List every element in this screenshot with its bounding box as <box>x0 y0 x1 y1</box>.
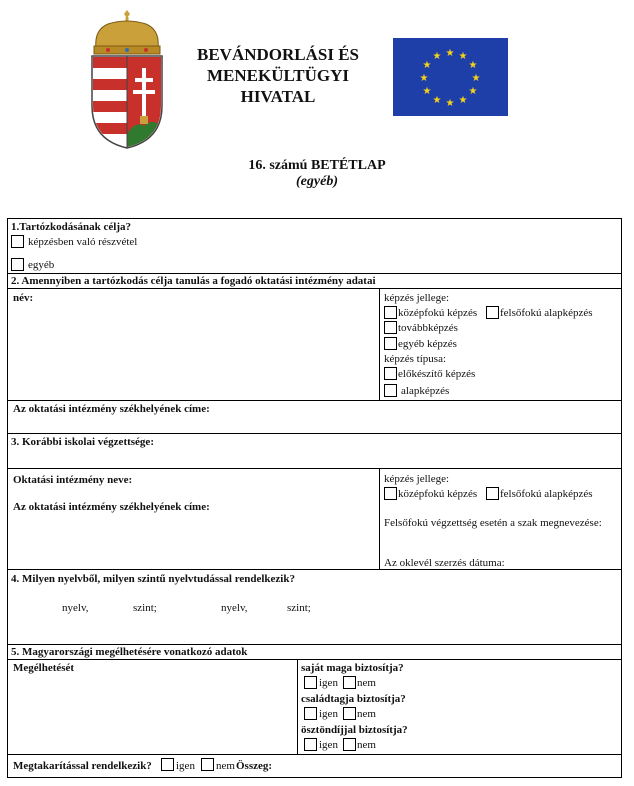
prev-secondary-label: középfokú képzés <box>398 488 478 500</box>
divider <box>7 468 622 469</box>
prev-institution-name-label: Oktatási intézmény neve: <box>13 474 133 486</box>
divider <box>379 468 380 569</box>
savings-label: Megtakarítással rendelkezik? <box>13 760 152 772</box>
family-funded-yes-label: igen <box>319 708 338 720</box>
scholarship-yes-label: igen <box>319 739 338 751</box>
other-training-label: egyéb képzés <box>398 338 457 350</box>
divider <box>7 659 622 660</box>
hungarian-coat-of-arms-icon <box>86 8 168 150</box>
further-training-checkbox[interactable] <box>384 321 397 334</box>
agency-name <box>192 44 364 107</box>
scholarship-yes-checkbox[interactable] <box>304 738 317 751</box>
prev-institution-address-label: Az oktatási intézmény székhelyének címe: <box>13 501 210 513</box>
divider <box>7 433 622 434</box>
institution-address-label: Az oktatási intézmény székhelyének címe: <box>13 403 210 415</box>
language1-label: nyelv, <box>62 602 89 614</box>
major-name-label: Felsőfokú végzettség esetén a szak megnevezése: <box>384 517 602 529</box>
level1-label: szint; <box>133 602 157 614</box>
self-funded-no-checkbox[interactable] <box>343 676 356 689</box>
further-training-label: továbbképzés <box>398 322 458 334</box>
other-training-checkbox[interactable] <box>384 337 397 350</box>
self-funded-yes-label: igen <box>319 677 338 689</box>
basic-training-label: alapképzés <box>401 385 450 397</box>
purpose-other-label: egyéb <box>28 259 55 271</box>
diploma-date-label: Az oklevél szerzés dátuma: <box>384 557 505 569</box>
section2-heading: 2. Amennyiben a tartózkodás célja tanulás a fogadó oktatási intézmény adatai <box>11 275 376 287</box>
savings-no-label: nem <box>216 760 235 772</box>
eu-flag-icon <box>393 38 508 116</box>
institution-name-label: név: <box>13 292 34 304</box>
svg-text:★: ★ <box>445 98 455 109</box>
prev-secondary-checkbox[interactable] <box>384 487 397 500</box>
agency-name-line1: BEVÁNDORLÁSI ÉS <box>196 45 359 64</box>
svg-text:★: ★ <box>458 95 468 106</box>
agency-name-line2: MENEKÜLTÜGYI <box>206 66 349 85</box>
higher-education-checkbox[interactable] <box>486 306 499 319</box>
savings-no-checkbox[interactable] <box>201 758 214 771</box>
svg-text:★: ★ <box>471 73 481 84</box>
preparatory-training-label: előkészítő képzés <box>398 368 476 380</box>
scholarship-no-checkbox[interactable] <box>343 738 356 751</box>
level2-label: szint; <box>287 602 311 614</box>
prev-higher-checkbox[interactable] <box>486 487 499 500</box>
form-title: 16. számú BETÉTLAP <box>248 158 386 173</box>
svg-text:★: ★ <box>468 86 478 97</box>
divider <box>7 288 622 289</box>
training-type-label: képzés jellege: <box>384 292 450 304</box>
divider <box>7 569 622 570</box>
family-funded-question: családtagja biztosítja? <box>301 693 406 705</box>
preparatory-training-checkbox[interactable] <box>384 367 397 380</box>
divider <box>7 754 622 755</box>
prev-higher-label: felsőfokú alapképzés <box>500 488 593 500</box>
training-kind-label: képzés típusa: <box>384 353 447 365</box>
divider <box>7 644 622 645</box>
form-subtitle: (egyéb) <box>296 174 338 189</box>
purpose-training-label: képzésben való részvétel <box>28 236 138 248</box>
higher-education-label: felsőfokú alapképzés <box>500 307 593 319</box>
svg-text:★: ★ <box>422 86 432 97</box>
svg-text:★: ★ <box>422 60 432 71</box>
svg-text:★: ★ <box>432 51 442 62</box>
self-funded-yes-checkbox[interactable] <box>304 676 317 689</box>
divider <box>7 400 622 401</box>
self-funded-question: saját maga biztosítja? <box>301 662 404 674</box>
savings-yes-checkbox[interactable] <box>161 758 174 771</box>
svg-text:★: ★ <box>419 73 429 84</box>
amount-label: Összeg: <box>236 760 273 772</box>
svg-text:★: ★ <box>458 51 468 62</box>
section1-heading: 1.Tartózkodásának célja? <box>11 221 131 233</box>
divider <box>379 288 380 400</box>
self-funded-no-label: nem <box>357 677 376 689</box>
purpose-training-checkbox[interactable] <box>11 235 24 248</box>
divider <box>297 659 298 754</box>
purpose-other-checkbox[interactable] <box>11 258 24 271</box>
prev-training-type-label: képzés jellege: <box>384 473 450 485</box>
living-label: Megélhetését <box>13 662 75 674</box>
scholarship-question: ösztöndíjjal biztosítja? <box>301 724 408 736</box>
svg-text:★: ★ <box>445 48 455 59</box>
divider <box>7 273 622 274</box>
language2-label: nyelv, <box>221 602 248 614</box>
scholarship-no-label: nem <box>357 739 376 751</box>
secondary-training-checkbox[interactable] <box>384 306 397 319</box>
basic-training-checkbox[interactable] <box>384 384 397 397</box>
secondary-training-label: középfokú képzés <box>398 307 478 319</box>
agency-name-line3: HIVATAL <box>240 87 316 106</box>
svg-text:★: ★ <box>468 60 478 71</box>
section5-heading: 5. Magyarországi megélhetésére vonatkozó adatok <box>11 646 248 658</box>
savings-yes-label: igen <box>176 760 195 772</box>
family-funded-yes-checkbox[interactable] <box>304 707 317 720</box>
family-funded-no-checkbox[interactable] <box>343 707 356 720</box>
svg-text:★: ★ <box>432 95 442 106</box>
section3-heading: 3. Korábbi iskolai végzettsége: <box>11 436 154 448</box>
family-funded-no-label: nem <box>357 708 376 720</box>
section4-heading: 4. Milyen nyelvből, milyen szintű nyelvtudással rendelkezik? <box>11 573 295 585</box>
